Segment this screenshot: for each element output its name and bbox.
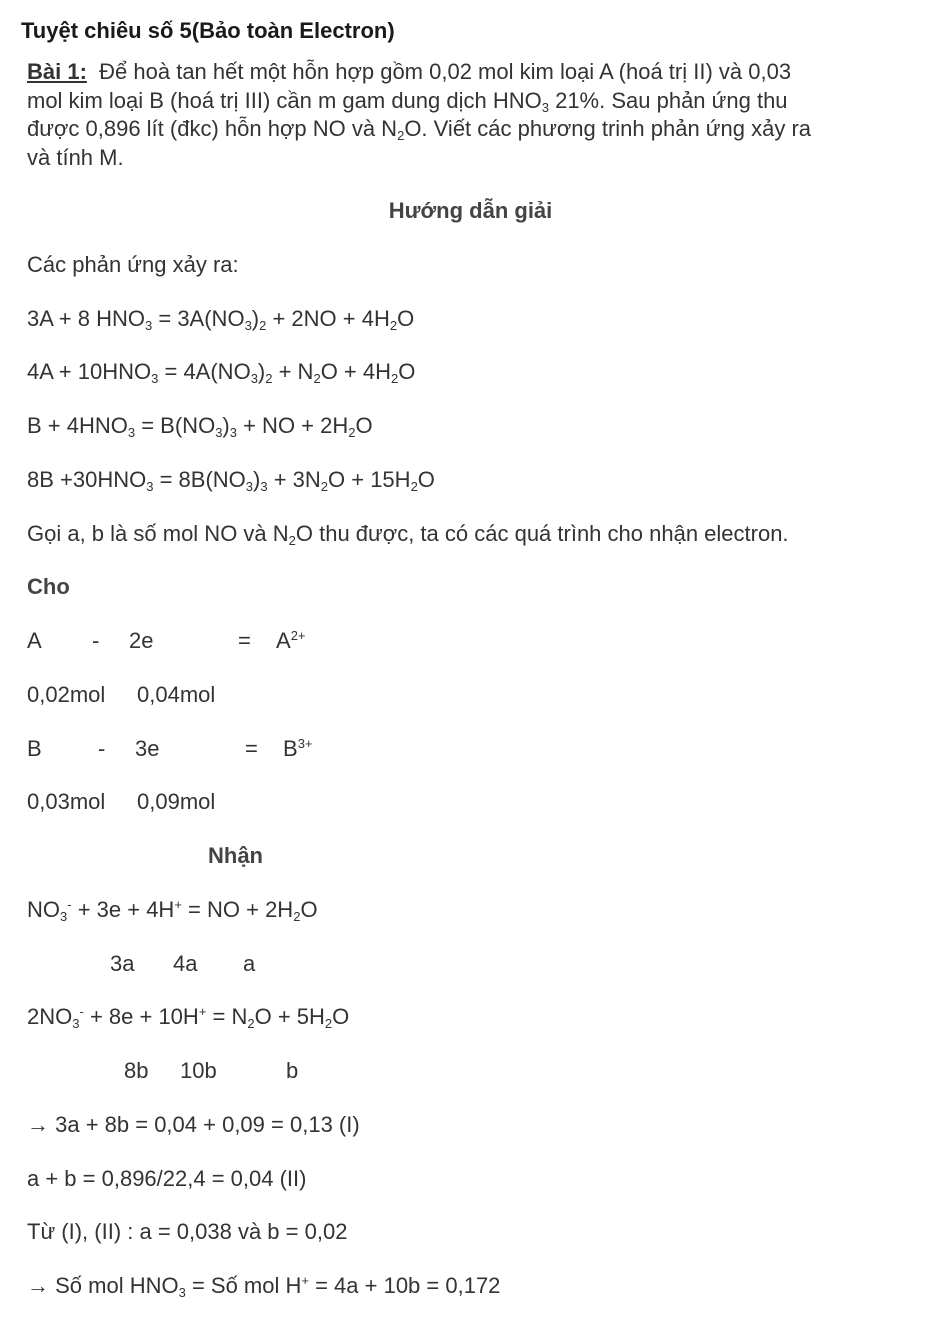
problem-line-4: và tính M.: [27, 144, 124, 170]
receive-2-coef-3: b: [286, 1058, 299, 1083]
problem-label: Bài 1:: [27, 59, 87, 84]
result-line-3: Từ (I), (II) : a = 0,038 và b = 0,02: [27, 1219, 348, 1244]
electron-process-intro: Gọi a, b là số mol NO và $N_2O$ thu được, ta có các quá trình cho nhận electron.: [27, 521, 789, 548]
give-b-minus: -: [98, 736, 106, 761]
receive-equation-1: $NO_3^- + 3e + 4H^+$ = NO + $2H_2O$: [27, 897, 318, 924]
problem-line-2: mol kim loại B (hoá trị III) cần m gam dung dịch $HNO_3$ 21%. Sau phản ứng thu: [27, 87, 788, 115]
receive-2-coef-2: 10b: [180, 1058, 217, 1083]
receive-heading: Nhận: [208, 843, 263, 868]
give-b-mol-2: 0,09mol: [137, 789, 216, 814]
equation-3: $B + 4HNO_3 = B(NO_3)_3$ + NO + $2H_2O$: [27, 413, 373, 440]
give-b-mol-1: 0,03mol: [27, 789, 106, 814]
receive-1-coef-2: 4a: [173, 951, 198, 976]
receive-1-coef-3: a: [243, 951, 256, 976]
give-a-minus: -: [92, 628, 100, 653]
reactions-intro: Các phản ứng xảy ra:: [27, 252, 239, 277]
give-a-atom: A: [27, 628, 42, 653]
solution-heading: Hướng dẫn giải: [388, 198, 553, 223]
receive-2-coef-1: 8b: [124, 1058, 149, 1083]
problem-line-1: Bài 1: Để hoà tan hết một hỗn hợp gồm 0,02 mol kim loại A (hoá trị II) và 0,03: [27, 59, 792, 84]
give-b-ion: $B^{3+}$: [283, 736, 313, 761]
give-a-electrons: 2e: [129, 628, 154, 653]
result-line-4: → Số mol $HNO_3$ = Số mol H+ = 4a + 10b = 0,172: [27, 1273, 501, 1300]
result-line-2: a + b = 0,896/22,4 = 0,04 (II): [27, 1166, 307, 1191]
result-line-1: → 3a + 8b = 0,04 + 0,09 = 0,13 (I): [27, 1112, 360, 1137]
give-b-equals: =: [245, 736, 258, 761]
give-a-mol-1: 0,02mol: [27, 682, 106, 707]
give-a-equals: =: [238, 628, 251, 653]
equation-4: $8B +30HNO_3 = 8B(NO_3)_3 + 3N_2O + 15H_2O$: [27, 467, 435, 494]
problem-statement: [27, 58, 927, 172]
give-a-ion: $A^{2+}$: [276, 628, 306, 653]
give-heading: Cho: [27, 574, 70, 599]
equation-1: 3A + 8 $HNO_3 = 3A(NO_3)_2 + 2NO + 4H_2O$: [27, 306, 415, 333]
equation-2: $4A + 10HNO_3 = 4A(NO_3)_2 + N_2O + 4H_2O$: [27, 359, 416, 386]
give-b-atom: B: [27, 736, 42, 761]
problem-line-3: được 0,896 lít (đkc) hỗn hợp NO và $N_2O$. Viết các phương trinh phản ứng xảy ra: [27, 116, 812, 143]
receive-1-coef-1: 3a: [110, 951, 135, 976]
receive-equation-2: $2NO_3^- + 8e + 10H^+ = N_2O + 5H_2O$: [27, 1004, 350, 1031]
give-b-electrons: 3e: [135, 736, 160, 761]
page-title: Tuyệt chiêu số 5(Bảo toàn Electron): [21, 18, 395, 43]
give-a-mol-2: 0,04mol: [137, 682, 216, 707]
